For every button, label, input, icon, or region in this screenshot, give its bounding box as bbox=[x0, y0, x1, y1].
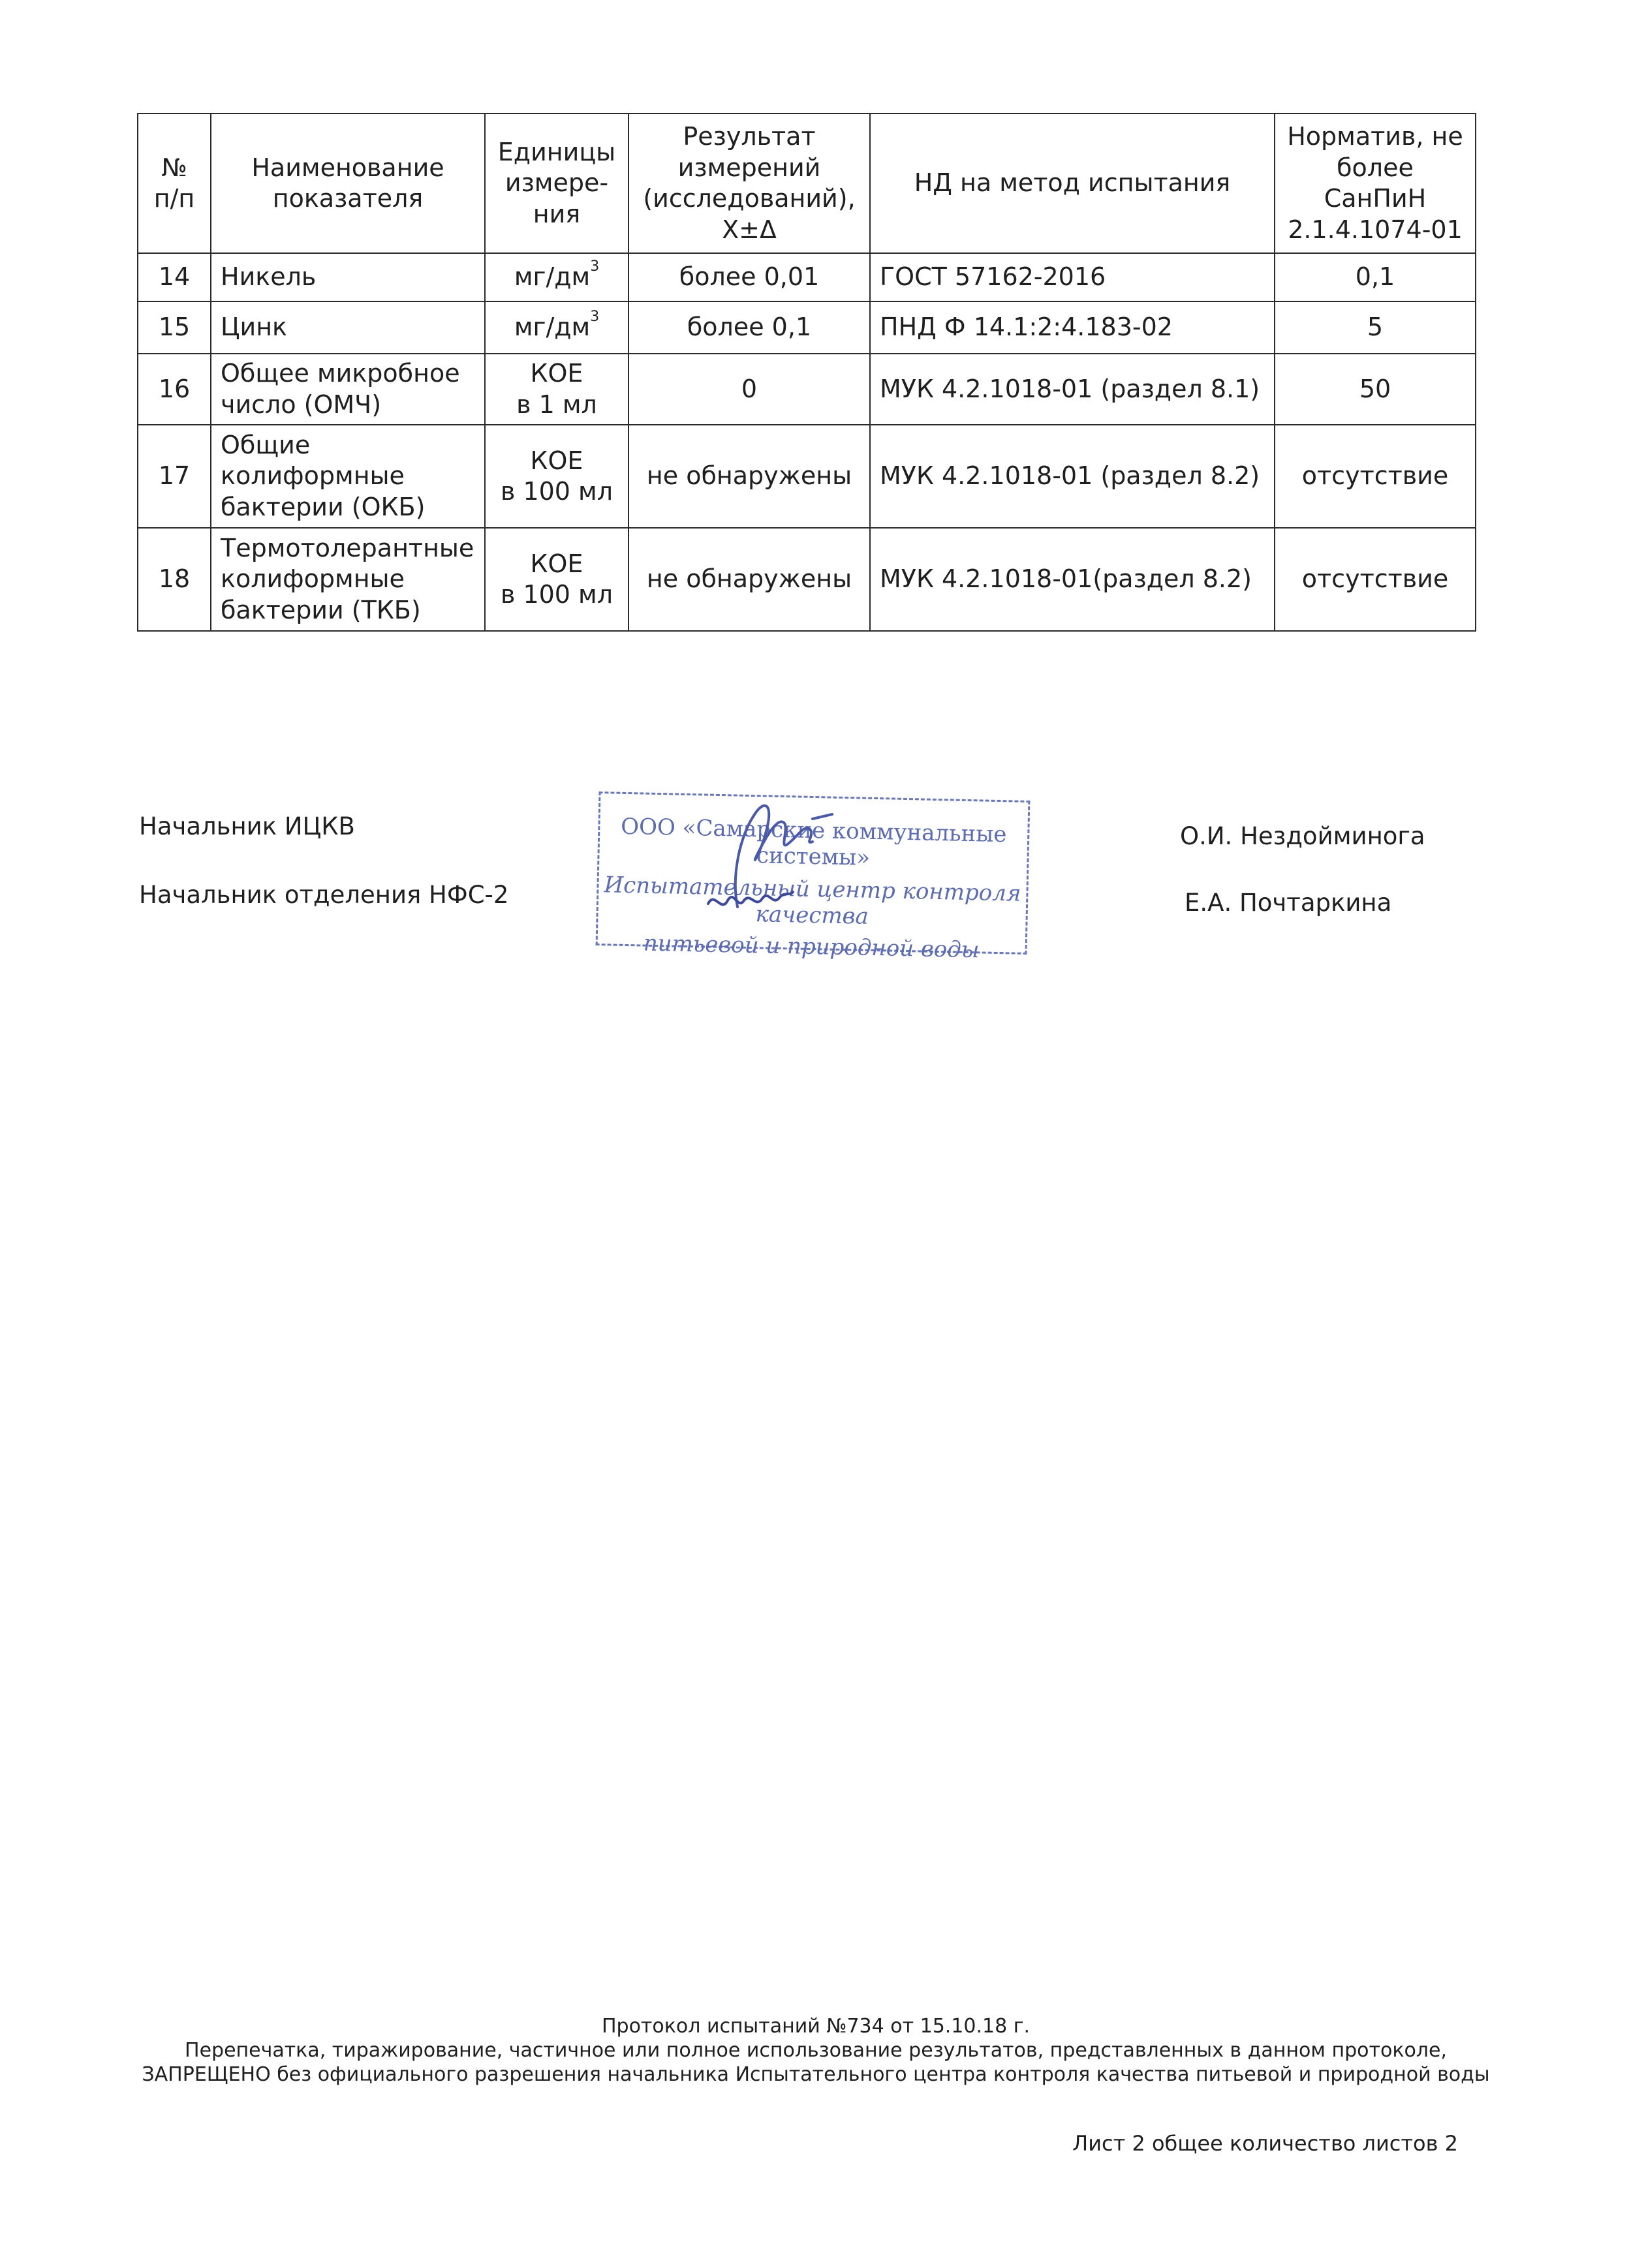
cell-name: Общее микробное число (ОМЧ) bbox=[211, 354, 485, 425]
copyright-notice-line-1: Перепечатка, тиражирование, частичное или полное использование результатов, представленных в данном протоколе, bbox=[185, 2039, 1447, 2062]
signatory-name-department: Е.А. Почтаркина bbox=[1185, 889, 1392, 917]
unit-text: мг/дм bbox=[514, 313, 591, 342]
table-row bbox=[138, 301, 1476, 354]
header-result: Результат измерений (исследований), X±Δ bbox=[628, 114, 870, 253]
cell-method: ГОСТ 57162-2016 bbox=[870, 253, 1275, 301]
header-name: Наименование показателя bbox=[211, 114, 485, 253]
handwritten-signature-department bbox=[705, 878, 796, 923]
unit-superscript: 3 bbox=[590, 258, 600, 275]
cell-result: более 0,01 bbox=[628, 253, 870, 301]
stamp-line-center: Испытательный центр контроля качества bbox=[604, 872, 1021, 930]
cell-result: 0 bbox=[628, 354, 870, 425]
table-row bbox=[138, 253, 1476, 301]
stamp-line-organization: ООО «Самарские коммунальные системы» bbox=[620, 813, 1007, 871]
cell-method: МУК 4.2.1018-01 (раздел 8.2) bbox=[870, 425, 1275, 528]
protocol-reference: Протокол испытаний №734 от 15.10.18 г. bbox=[601, 2015, 1031, 2038]
cell-result: более 0,1 bbox=[628, 301, 870, 354]
cell-unit bbox=[485, 253, 628, 301]
unit-text: мг/дм bbox=[514, 262, 591, 292]
cell-name: Цинк bbox=[211, 301, 485, 354]
stamp-line-water: питьевой и природной воды bbox=[643, 930, 980, 964]
cell-unit bbox=[485, 301, 628, 354]
cell-unit: КОЕ в 100 мл bbox=[485, 425, 628, 528]
cell-norm: отсутствие bbox=[1275, 425, 1476, 528]
cell-result: не обнаружены bbox=[628, 425, 870, 528]
header-norm: Норматив, не более СанПиН 2.1.4.1074-01 bbox=[1275, 114, 1476, 253]
cell-num: 18 bbox=[138, 528, 211, 631]
header-unit: Единицы измере- ния bbox=[485, 114, 628, 253]
cell-num: 17 bbox=[138, 425, 211, 528]
cell-method: МУК 4.2.1018-01(раздел 8.2) bbox=[870, 528, 1275, 631]
results-table bbox=[137, 113, 1476, 632]
cell-norm: отсутствие bbox=[1275, 528, 1476, 631]
cell-num: 14 bbox=[138, 253, 211, 301]
table-row bbox=[138, 528, 1476, 631]
cell-method: ПНД Ф 14.1:2:4.183-02 bbox=[870, 301, 1275, 354]
cell-result: не обнаружены bbox=[628, 528, 870, 631]
table-header-row bbox=[138, 114, 1476, 253]
header-num: № п/п bbox=[138, 114, 211, 253]
table-row bbox=[138, 425, 1476, 528]
cell-name: Термотолерантные колиформные бактерии (ТКБ) bbox=[211, 528, 485, 631]
table-row bbox=[138, 354, 1476, 425]
signatory-role-head: Начальник ИЦКВ bbox=[139, 812, 355, 840]
header-method: НД на метод испытания bbox=[870, 114, 1275, 253]
cell-norm: 0,1 bbox=[1275, 253, 1476, 301]
signatory-role-department: Начальник отделения НФС-2 bbox=[139, 881, 509, 909]
cell-num: 15 bbox=[138, 301, 211, 354]
cell-unit: КОЕ в 1 мл bbox=[485, 354, 628, 425]
cell-norm: 5 bbox=[1275, 301, 1476, 354]
cell-method: МУК 4.2.1018-01 (раздел 8.1) bbox=[870, 354, 1275, 425]
cell-num: 16 bbox=[138, 354, 211, 425]
unit-superscript: 3 bbox=[590, 309, 600, 326]
cell-name: Никель bbox=[211, 253, 485, 301]
sheet-counter: Лист 2 общее количество листов 2 bbox=[1072, 2131, 1458, 2156]
cell-name: Общие колиформные бактерии (ОКБ) bbox=[211, 425, 485, 528]
cell-unit: КОЕ в 100 мл bbox=[485, 528, 628, 631]
cell-norm: 50 bbox=[1275, 354, 1476, 425]
signatory-name-head: О.И. Нездойминога bbox=[1180, 822, 1425, 850]
copyright-notice-line-2: ЗАПРЕЩЕНО без официального разрешения начальника Испытательного центра контроля качества питьевой и природной воды bbox=[142, 2063, 1490, 2086]
